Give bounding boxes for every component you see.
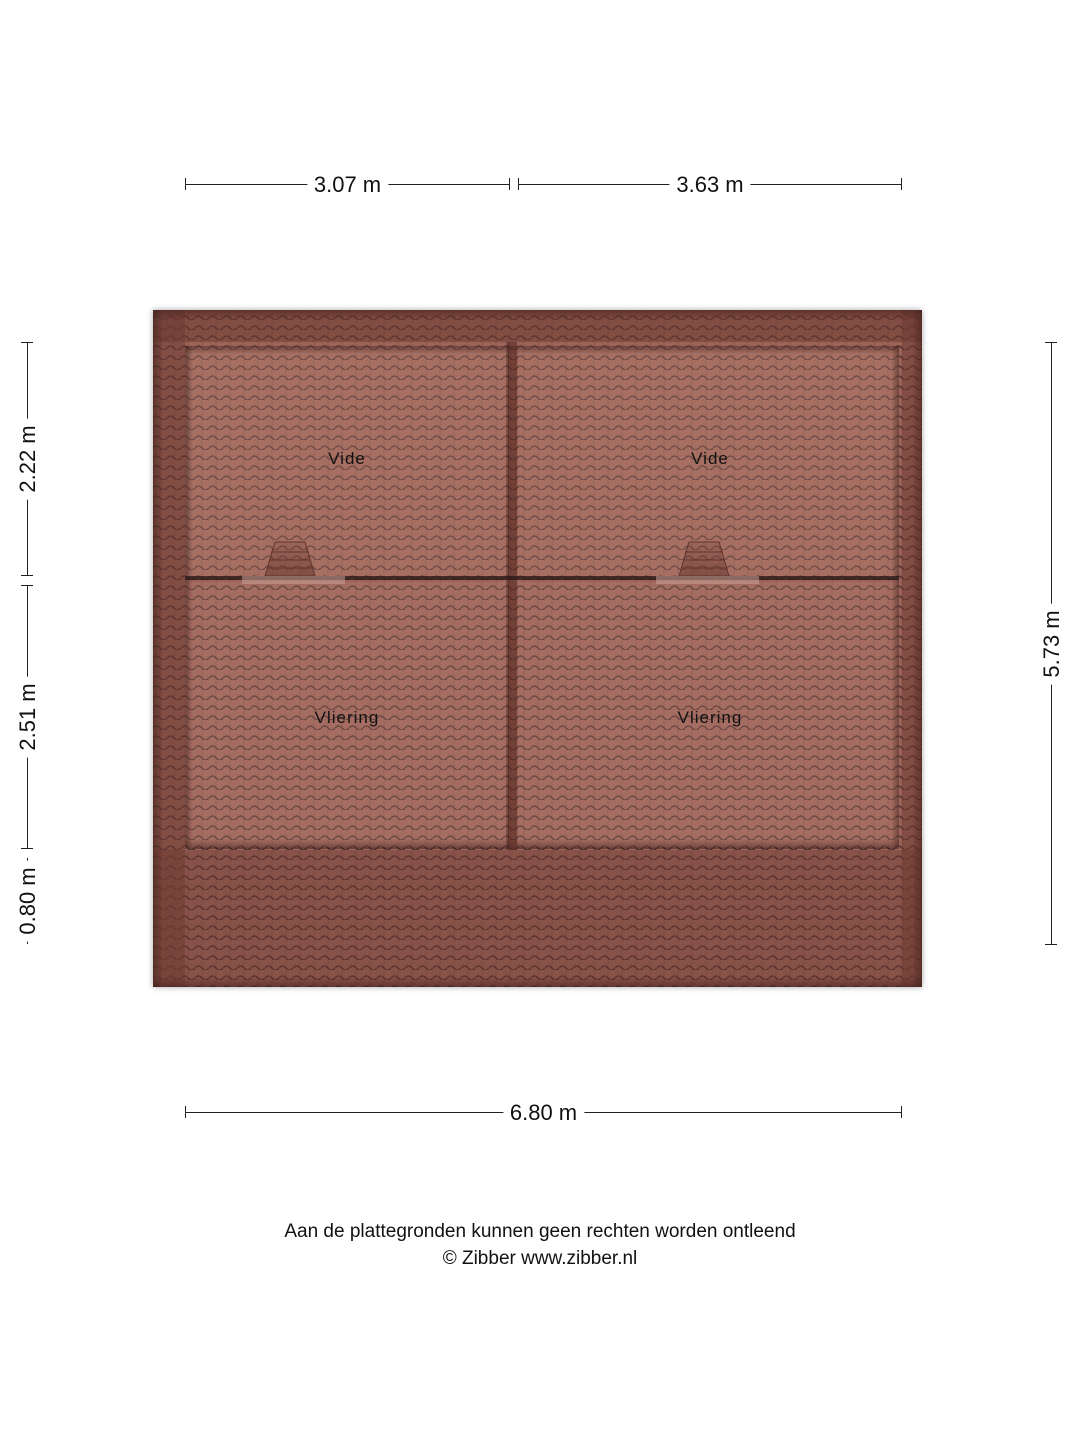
rooms-area <box>185 346 899 847</box>
disclaimer-text: Aan de plattegronden kunnen geen rechten worden ontleend <box>284 1221 796 1242</box>
room-label-vliering-right: Vliering <box>677 708 743 727</box>
dimension-top-left <box>185 172 510 197</box>
roof-tiles-drawing <box>153 310 922 987</box>
dimension-left-lower <box>15 858 40 944</box>
roof-floor-plan <box>153 310 922 987</box>
dimension-left-middle <box>15 585 40 849</box>
dimension-label: 2.51 m <box>15 676 41 757</box>
dimension-right-total <box>1039 342 1064 945</box>
room-label-vliering-left: Vliering <box>314 708 380 727</box>
dimension-label: 3.63 m <box>669 172 750 198</box>
dimension-label: 2.22 m <box>15 418 41 499</box>
dimension-bottom-total <box>185 1100 902 1125</box>
dimension-top-right <box>518 172 902 197</box>
dimension-label: 6.80 m <box>503 1100 584 1126</box>
footer <box>0 1218 1080 1272</box>
room-label-vide-right: Vide <box>691 449 729 468</box>
dimension-label: 5.73 m <box>1039 603 1065 684</box>
dimension-left-upper <box>15 342 40 576</box>
dimension-label: 3.07 m <box>307 172 388 198</box>
divider-wall <box>508 342 517 850</box>
room-label-vide-left: Vide <box>328 449 366 468</box>
copyright-text: © Zibber www.zibber.nl <box>442 1248 638 1269</box>
dimension-label: 0.80 m <box>15 860 41 941</box>
